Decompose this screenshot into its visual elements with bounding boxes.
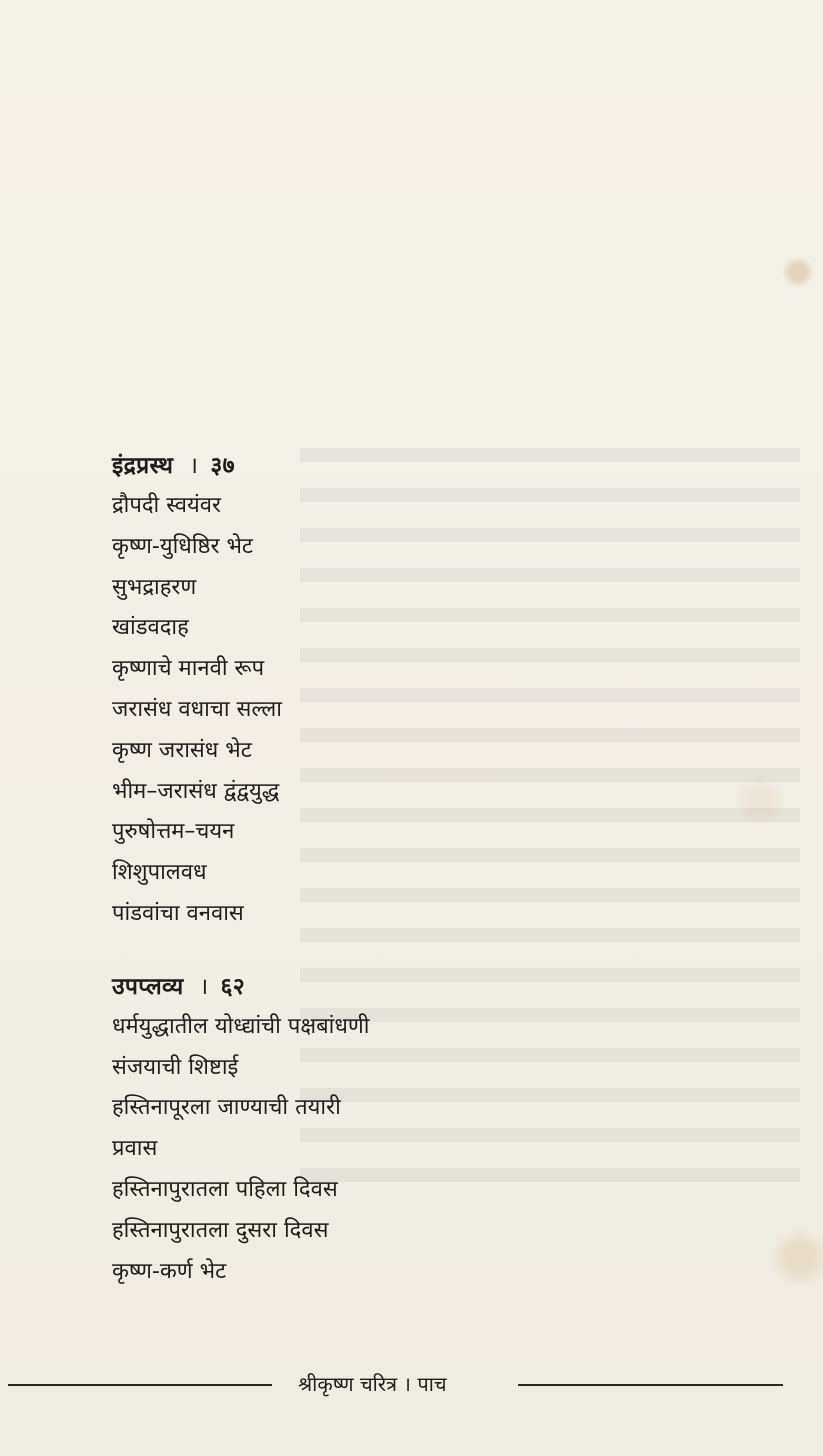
toc-item: हस्तिनापूरला जाण्याची तयारी <box>112 1095 341 1121</box>
toc-item: द्रौपदी स्वयंवर <box>112 493 222 518</box>
footer-running-title: श्रीकृष्ण चरित्र । पाच <box>298 1372 447 1396</box>
section-title: उपप्लव्य <box>112 973 184 1000</box>
footer-rule-right <box>518 1384 783 1386</box>
footer-rule-left <box>8 1384 272 1386</box>
toc-item: खांडवदाह <box>112 615 189 641</box>
toc-item: हस्तिनापुरातला दुसरा दिवस <box>112 1217 329 1243</box>
toc-item: कृष्ण-कर्ण भेट <box>112 1258 227 1284</box>
toc-item: प्रवास <box>112 1136 158 1162</box>
toc-item: भीम–जरासंध द्वंद्वयुद्ध <box>112 778 280 804</box>
section-page-number: ३७ <box>210 453 235 479</box>
toc-item: धर्मयुद्धातील योध्द्यांची पक्षबांधणी <box>112 1013 370 1039</box>
toc-item: संजयाची शिष्टाई <box>112 1054 239 1080</box>
toc-item: कृष्ण जरासंध भेट <box>112 737 252 763</box>
page-footer <box>0 1364 823 1404</box>
toc-item: सुभद्राहरण <box>112 574 197 600</box>
toc-section-upaplavya <box>112 967 369 1293</box>
toc-item: पांडवांचा वनवास <box>112 900 244 926</box>
toc-section-indraprastha <box>112 446 369 935</box>
section-heading <box>112 967 369 1007</box>
toc-item: कृष्ण-युधिष्ठिर भेट <box>112 533 254 559</box>
section-page-number: ६२ <box>220 973 246 1000</box>
toc-item: हस्तिनापुरातला पहिला दिवस <box>112 1176 338 1202</box>
bleed-through-shadow <box>300 448 800 1208</box>
table-of-contents <box>112 446 369 1324</box>
section-title: इंद्रप्रस्थ <box>112 453 174 479</box>
toc-item: पुरुषोत्तम–चयन <box>112 819 235 845</box>
toc-item: कृष्णाचे मानवी रूप <box>112 656 265 682</box>
toc-item: जरासंध वधाचा सल्ला <box>112 696 282 722</box>
section-separator: । <box>189 453 199 479</box>
section-separator: । <box>199 973 209 1000</box>
toc-item: शिशुपालवध <box>112 860 207 886</box>
section-heading <box>112 446 369 486</box>
